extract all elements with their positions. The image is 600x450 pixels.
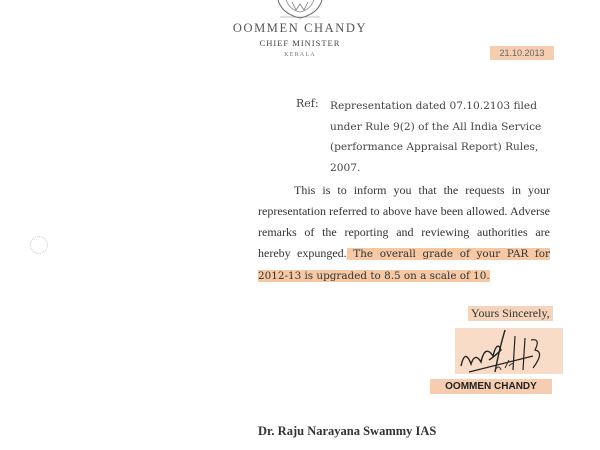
letterhead-name: OOMMEN CHANDY [232,21,368,35]
body-text: This is to inform you that the requests in your representation referred to above have been allowed. Adverse remarks of the reporting and reviewing authorities are hereby expunged. [258,183,550,260]
reference-text: Representation dated 07.10.2103 filed under Rule 9(2) of the All India Service (performance Appraisal Report) Rules, 2007. [330,100,542,174]
letterhead-title: CHIEF MINISTER [259,38,341,48]
addressee-name: Dr. Raju Narayana Swammy IAS [258,424,437,438]
state-emblem-icon [270,0,330,20]
highlighted-body-text: The overall grade of your PAR for 2012-13 is upgraded to 8.5 on a scale of 10. [258,248,550,282]
signer-name: OOMMEN CHANDY [430,379,552,394]
letter-date: 21.10.2013 [490,46,554,60]
letterhead-state: KERALA [284,52,316,58]
reference-label: Ref: [296,97,319,110]
handwritten-signature-icon [455,326,575,378]
closing-salutation: Yours Sincerely, [468,306,553,321]
letter-body [258,180,550,287]
scan-smudge [30,236,48,254]
